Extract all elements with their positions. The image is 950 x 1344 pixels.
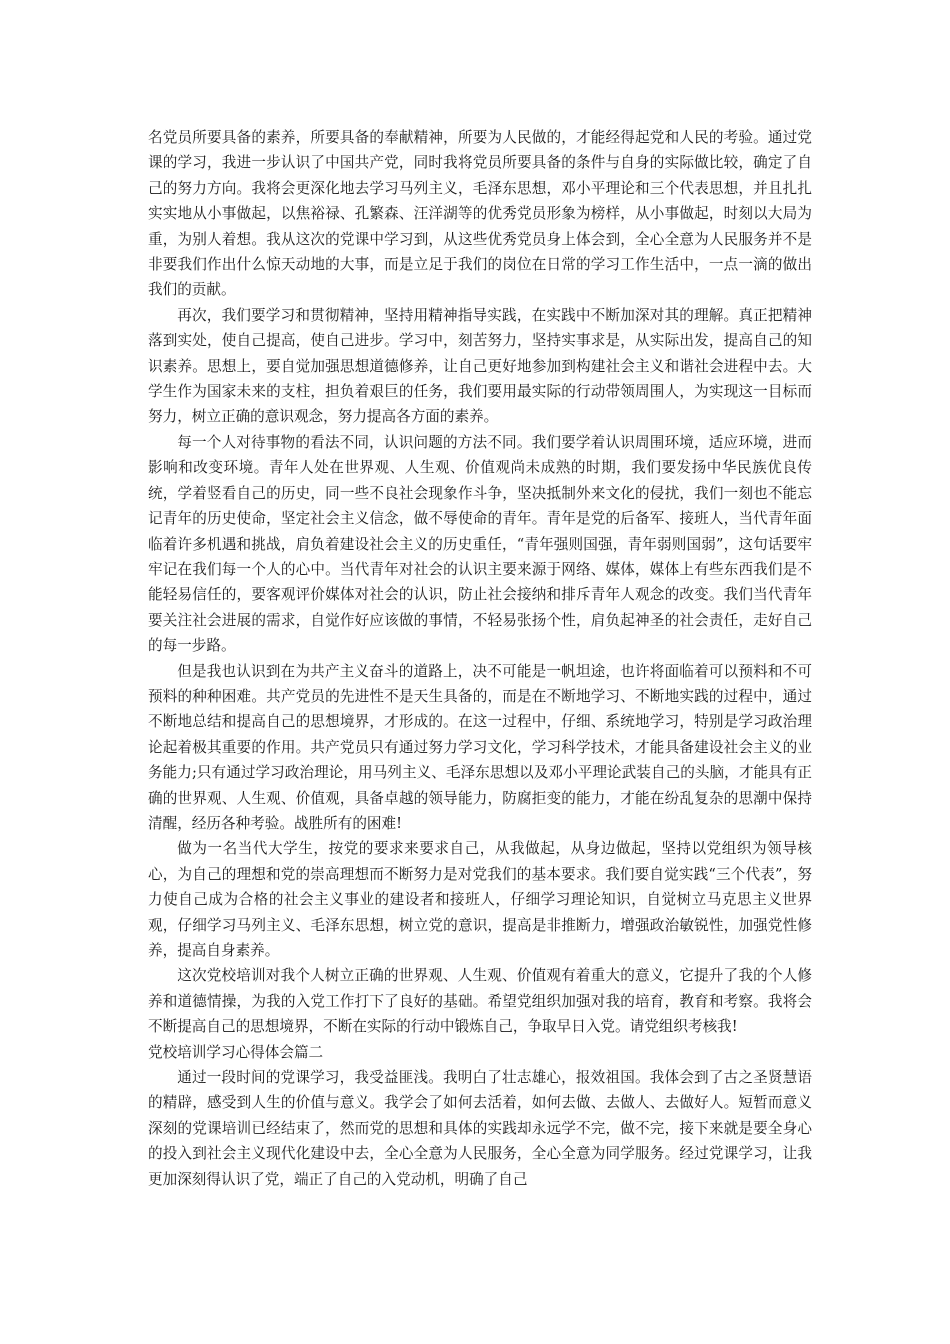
paragraph-1: 名党员所要具备的素养，所要具备的奉献精神，所要为人民做的，才能经得起党和人民的考验。通过党课的学习，我进一步认识了中国共产党，同时我将党员所要具备的条件与自身的实际做比较，确定了自己的努力方向。我将会更深化地去学习马列主义，毛泽东思想，邓小平理论和三个代表思想，并且扎扎实实地从小事做起，以焦裕禄、孔繁森、汪洋湖等的优秀党员形象为榜样，从小事做起，时刻以大局为重，为别人着想。我从这次的党课中学习到，从这些优秀党员身上体会到，全心全意为人民服务并不是非要我们作出什么惊天动地的大事，而是立足于我们的岗位在日常的学习工作生活中，一点一滴的做出我们的贡献。 (148, 129, 812, 299)
paragraph-2: 再次，我们要学习和贯彻精神，坚持用精神指导实践，在实践中不断加深对其的理解。真正把精神落到实处，使自己提高，使自己进步。学习中，刻苦努力，坚持实事求是，从实际出发，提高自己的知识素养。思想上，要自觉加强思想道德修养，让自己更好地参加到构建社会主义和谐社会进程中去。大学生作为国家未来的支柱，担负着艰巨的任务，我们要用最实际的行动带领周围人，为实现这一目标而努力，树立正确的意识观念，努力提高各方面的素养。 (148, 306, 812, 426)
paragraph-3: 每一个人对待事物的看法不同，认识问题的方法不同。我们要学着认识周围环境，适应环境，进而影响和改变环境。青年人处在世界观、人生观、价值观尚未成熟的时期，我们要发扬中华民族优良传统，学着竖看自己的历史，同一些不良社会现象作斗争，坚决抵制外来文化的侵扰，我们一刻也不能忘记青年的历史使命，坚定社会主义信念，做不辱使命的青年。青年是党的后备军、接班人，当代青年面临着许多机遇和挑战，肩负着建设社会主义的历史重任，“青年强则国强，青年弱则国弱”，这句话要牢牢记在我们每一个人的心中。当代青年对社会的认识主要来源于网络、媒体，媒体上有些东西我们是不能轻易信任的，要客观评价媒体对社会的认识，防止社会接纳和排斥青年人观念的改变。我们当代青年要关注社会进展的需求，自觉作好应该做的事情，不轻易张扬个性，肩负起神圣的社会责任，走好自己的每一步路。 (148, 433, 812, 655)
document-body (148, 125, 812, 1192)
paragraph-4: 但是我也认识到在为共产主义奋斗的道路上，决不可能是一帆坦途，也许将面临着可以预料和不可预料的种种困难。共产党员的先进性不是天生具备的，而是在不断地学习、不断地实践的过程中，通过不断地总结和提高自己的思想境界，才形成的。在这一过程中，仔细、系统地学习，特别是学习政治理论起着极其重要的作用。共产党员只有通过努力学习文化，学习科学技术，才能具备建设社会主义的业务能力;只有通过学习政治理论，用马列主义、毛泽东思想以及邓小平理论武装自己的头脑，才能具有正确的世界观、人生观、价值观，具备卓越的领导能力，防腐拒变的能力，才能在纷乱复杂的思潮中保持清醒，经历各种考验。战胜所有的困难! (148, 662, 812, 832)
paragraph-6: 这次党校培训对我个人树立正确的世界观、人生观、价值观有着重大的意义，它提升了我的个人修养和道德情操，为我的入党工作打下了良好的基础。希望党组织加强对我的培育，教育和考察。我将会不断提高自己的思想境界，不断在实际的行动中锻炼自己，争取早日入党。请党组织考核我! (148, 967, 812, 1036)
section-paragraph-1: 通过一段时间的党课学习，我受益匪浅。我明白了壮志雄心，报效祖国。我体会到了古之圣贤慧语的精辟，感受到人生的价值与意义。我学会了如何去活着，如何去做、去做人、去做好人。短暂而意义深刻的党课培训已经结束了，然而党的思想和具体的实践却永远学不完，做不完，接下来就是要全身心的投入到社会主义现代化建设中去，全心全意为人民服务，全心全意为同学服务。经过党课学习，让我更加深刻得认识了党，端正了自己的入党动机，明确了自己 (148, 1069, 812, 1188)
section-heading: 党校培训学习心得体会篇二 (148, 1043, 324, 1061)
paragraph-5: 做为一名当代大学生，按党的要求来要求自己，从我做起，从身边做起，坚持以党组织为领导核心，为自己的理想和党的崇高理想而不断努力是对党我们的基本要求。我们要自觉实践“三个代表”，努力使自己成为合格的社会主义事业的建设者和接班人，仔细学习理论知识，自觉树立马克思主义世界观，仔细学习马列主义、毛泽东思想，树立党的意识，提高是非推断力，增强政治敏锐性，加强党性修养，提高自身素养。 (148, 840, 812, 959)
